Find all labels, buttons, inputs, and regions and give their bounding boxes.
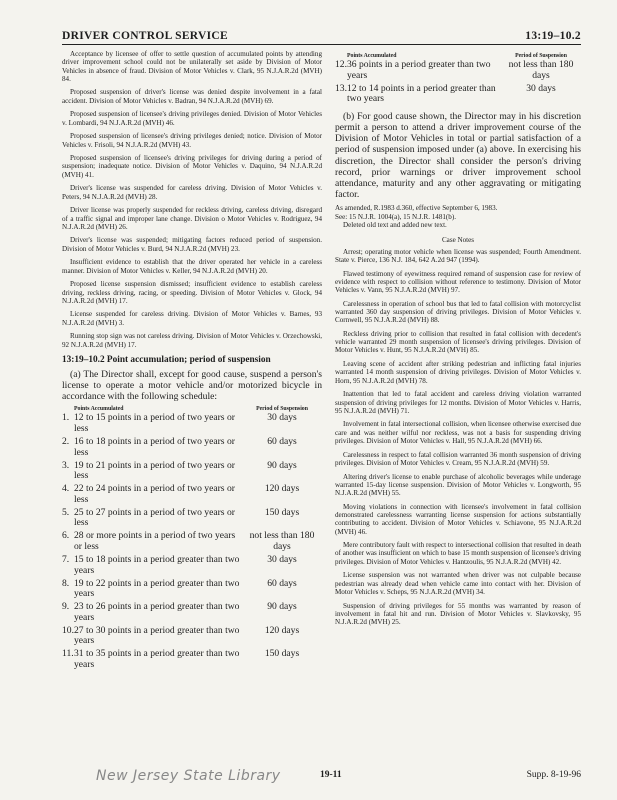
row-period: not less than 180 days bbox=[508, 59, 574, 81]
schedule-row bbox=[62, 649, 322, 670]
case-note: Carelessness in respect to fatal collision warranted 36 month suspension of driving privileges. Division of Motor Vehicles v. Cream, 95 N.J.A.R.2d (MVH) 59. bbox=[335, 450, 581, 467]
row-points: 28 or more points in a period of two years or less bbox=[74, 530, 236, 552]
schedule-row bbox=[62, 531, 322, 552]
row-period: 120 days bbox=[264, 624, 300, 636]
case-note: Driver's license was suspended; mitigating factors reduced period of suspension. Division of Motor Vehicles v. Burd, 94 N.J.A.R.2d (MVH) 23. bbox=[62, 236, 322, 253]
row-period: not less than 180 days bbox=[249, 530, 315, 552]
row-points: 36 points in a period greater than two years bbox=[347, 59, 491, 81]
row-points: 15 to 18 points in a period greater than two years bbox=[74, 553, 240, 576]
row-number: 12. bbox=[335, 59, 347, 70]
history-deleted: Deleted old text and added new text. bbox=[343, 221, 447, 230]
right-case-notes bbox=[335, 248, 581, 627]
case-note: Inattention that led to fatal accident and careless driving violation warranted suspension of driving privileges for 12 months. Division of Motor Vehicles v. Harris, 95 N.J.A.R.2d (MVH) 71. bbox=[335, 390, 581, 415]
case-note: Driver license was properly suspended for reckless driving, careless driving, disregard of a traffic signal and improper lane change. Division o Motor Vehicles v. Rodriguez, 94 N.J.A.R.2d (MVH) 26. bbox=[62, 206, 322, 231]
case-note: License suspended for careless driving. Division of Motor Vehicles v. Barnes, 93 N.J.A.R.2d (MVH) 3. bbox=[62, 310, 322, 327]
row-number: 1. bbox=[62, 412, 70, 424]
case-note: Driver's license was suspended for careless driving. Division of Motor Vehicles v. Peters, 94 N.J.A.R.2d (MVH) 28. bbox=[62, 184, 322, 201]
history-see: See: 15 N.J.R. 1004(a), 15 N.J.R. 1481(b). bbox=[335, 212, 456, 221]
row-number: 7. bbox=[62, 553, 70, 565]
row-number: 8. bbox=[62, 577, 70, 589]
header-section-number: 13:19–10.2 bbox=[525, 30, 581, 42]
row-period: 150 days bbox=[264, 506, 300, 518]
row-number: 10. bbox=[62, 624, 74, 636]
row-points: 12 to 15 points in a period of two years or less bbox=[74, 412, 235, 435]
supplement-date: Supp. 8-19-96 bbox=[526, 770, 581, 780]
case-note: Acceptance by licensee of offer to settle question of accumulated points by attending driver improvement school could not be unilaterally set aside by Division of Motor Vehicles in absence of fraud. Division of Motor Vehicles v. Clark, 95 N.J.A.R.2d (MVH) 84. bbox=[62, 50, 322, 83]
row-period: 150 days bbox=[264, 648, 300, 660]
case-note: Involvement in fatal intersectional collision, when licensee otherwise exercised due care and was neither wilful nor reckless, was not a basis for suspending driving privileges. Division of Motor Vehicles v. Hall, 95 N.J.A.R.2d (MVH) 66. bbox=[335, 420, 581, 446]
schedule-row bbox=[62, 437, 322, 458]
row-period: 90 days bbox=[267, 601, 297, 613]
row-points: 19 to 21 points in a period of two years or less bbox=[74, 459, 235, 482]
library-watermark: New Jersey State Library bbox=[96, 768, 281, 784]
row-number: 6. bbox=[62, 530, 70, 542]
schedule-row bbox=[335, 60, 581, 81]
history-amended: As amended, R.1983 d.360, effective September 6, 1983. bbox=[335, 204, 498, 213]
case-note: Suspension of driving privileges for 55 months was warranted by reason of involvement in fatal hit and run. Division of Motor Vehicles v. Slavkovsky, 95 N.J.A.R.2d (MVH) 25. bbox=[335, 601, 581, 627]
schedule-row bbox=[62, 602, 322, 623]
row-points: 16 to 18 points in a period of two years or less bbox=[74, 436, 235, 458]
section-title: 13:19–10.2 Point accumulation; period of suspension bbox=[62, 354, 271, 365]
case-note: Mere contributory fault with respect to intersectional collision that resulted in death of another was insufficient on which to base 15 month suspension of licensee's driving privileges. Division of Motor Vehicles v. Hantzoulis, 95 N.J.A.R.2d (MVH) 42. bbox=[335, 541, 581, 566]
row-period: 60 days bbox=[267, 436, 297, 448]
case-note: Proposed license suspension dismissed; insufficient evidence to establish careless driving, reckless driving, racing, or speeding. Division of Motor Vehicles v. Glock, 94 N.J.A.R.2d (MVH) 17. bbox=[62, 280, 322, 305]
schedule-row bbox=[62, 555, 322, 576]
left-column bbox=[62, 50, 322, 673]
case-note: Flawed testimony of eyewitness required remand of suspension case for review of evidence with respect to collision without reference to testimony. Division of Motor Vehicles v. Vann, 95 N.J.A.R.2d (MVH) 97. bbox=[335, 269, 581, 295]
row-points: 23 to 26 points in a period greater than two years bbox=[74, 601, 240, 623]
points-column-header: Points Accumulated bbox=[347, 53, 397, 59]
schedule-row bbox=[62, 461, 322, 482]
row-points: 22 to 24 points in a period of two years or less bbox=[74, 483, 235, 505]
row-number: 3. bbox=[62, 459, 70, 471]
row-number: 5. bbox=[62, 506, 70, 518]
schedule-row bbox=[335, 84, 581, 105]
row-number: 9. bbox=[62, 601, 70, 613]
row-number: 2. bbox=[62, 436, 70, 448]
case-note: Running stop sign was not careless driving. Division of Motor Vehicles v. Orzechowski, 92 N.J.A.R.2d (MVH) 17. bbox=[62, 332, 322, 349]
page-footer bbox=[62, 768, 581, 790]
schedule-row bbox=[62, 413, 322, 434]
case-note: Insufficient evidence to establish that the driver operated her vehicle in a careless manner. Division of Motor Vehicles v. Keller, 94 N.J.A.R.2d (MVH) 20. bbox=[62, 258, 322, 275]
running-header bbox=[62, 30, 581, 45]
case-note: Proposed suspension of licensee's driving privileges for driving during a period of suspension; inadequate notice. Division of Motor Vehicles v. Daquino, 94 N.J.A.R.2d (MVH) 41. bbox=[62, 154, 322, 179]
row-period: 60 days bbox=[267, 577, 297, 589]
row-period: 30 days bbox=[526, 82, 556, 94]
case-note: Altering driver's license to enable purchase of alcoholic beverages while underage warranted 15-day license suspension. Division of Motor Vehicles v. Longworth, 95 N.J.A.R.2d (MVH) 55. bbox=[335, 472, 581, 498]
case-note: Proposed suspension of driver's license was denied despite involvement in a fatal accident. Division of Motor Vehicles v. Badran, 94 N.J.A.R.2d (MVH) 69. bbox=[62, 88, 322, 105]
schedule-row bbox=[62, 626, 322, 647]
schedule-row bbox=[62, 508, 322, 529]
case-note: Carelessness in operation of school bus that led to fatal collision with motorcyclist warranted 360 day suspension of driving privileges. Division of Motor Vehicles v. Cornwell, 95 N.J.A.R.2d (MVH) 88. bbox=[335, 299, 581, 325]
row-period: 30 days bbox=[267, 553, 297, 565]
row-number: 11. bbox=[62, 648, 74, 660]
case-note: Proposed suspension of licensee's driving privileges denied. Division of Motor Vehicles v. Lombardi, 94 N.J.A.R.2d (MVH) 46. bbox=[62, 110, 322, 127]
case-note: Reckless driving prior to collision that resulted in fatal collision with decedent's vehicle warranted 29 month suspension of licensee's driving privileges. Division of Motor Vehicles v. Hunt, 95 N.J.A.R.2d (MVH) 85. bbox=[335, 329, 581, 355]
row-period: 120 days bbox=[264, 483, 300, 495]
case-note: Arrest; operating motor vehicle when license was suspended; Fourth Amendment. State v. Pierce, 136 N.J. 184, 642 A.2d 947 (1994). bbox=[335, 247, 581, 264]
period-column-header: Period of Suspension bbox=[515, 53, 567, 59]
paragraph-a: (a) The Director shall, except for good cause, suspend a person's license to operate a motor vehicle and/or motorized bicycle in accordance with the following schedule: bbox=[62, 368, 322, 403]
case-note: Moving violations in connection with licensee's involvement in fatal collision demonstrated carelessness warranting license suspension for actions substantially contributing to accident. Division of Motor Vehicles v. Schiavone, 95 N.J.A.R.2d (MVH) 46. bbox=[335, 502, 581, 536]
row-period: 30 days bbox=[267, 412, 297, 424]
row-period: 90 days bbox=[267, 459, 297, 471]
paragraph-b: (b) For good cause shown, the Director may in his discretion permit a person to attend a driver improvement course of the Division of Motor Vehicles in total or partial satisfaction of a period of suspension imposed under (a) above. In exercising his discretion, the Director shall consider the person's driving record, prior warnings or driver improvement school attendance, maturity and any other aggravating or mitigating factor. bbox=[335, 110, 581, 201]
left-case-notes bbox=[62, 50, 322, 349]
row-number: 13. bbox=[335, 82, 347, 94]
schedule-row bbox=[62, 579, 322, 600]
row-points: 19 to 22 points in a period greater than two years bbox=[74, 577, 240, 600]
period-column-header: Period of Suspension bbox=[256, 406, 308, 413]
header-title: DRIVER CONTROL SERVICE bbox=[62, 30, 228, 42]
history-note bbox=[335, 204, 581, 229]
case-notes-heading: Case Notes bbox=[441, 235, 475, 244]
case-note: Leaving scene of accident after striking pedestrian and inflicting fatal injuries warranted 14 month suspension of driving privileges. Division of Motor Vehicles v. Horn, 95 N.J.A.R.2d (MVH) 78. bbox=[335, 360, 581, 385]
row-number: 4. bbox=[62, 483, 70, 495]
case-note: License suspension was not warranted when driver was not culpable because pedestrian was already dead when vehicle came into contact with her. Division of Motor Vehicles v. Scheps, 95 N.J.A.R.2d (MVH) 34. bbox=[335, 571, 581, 596]
schedule-row bbox=[62, 484, 322, 505]
schedule-list bbox=[62, 413, 322, 670]
points-column-header: Points Accumulated bbox=[74, 406, 124, 413]
row-points: 25 to 27 points in a period of two years or less bbox=[74, 506, 235, 529]
case-note: Proposed suspension of licensee's driving privileges denied; notice. Division of Motor Vehicles v. Frisoli, 94 N.J.A.R.2d (MVH) 43. bbox=[62, 132, 322, 149]
schedule-list-continued bbox=[335, 60, 581, 105]
right-column bbox=[335, 50, 581, 632]
page-number: 19-11 bbox=[320, 770, 342, 780]
row-points: 27 to 30 points in a period greater than two years bbox=[74, 624, 240, 647]
row-points: 31 to 35 points in a period greater than two years bbox=[74, 648, 240, 670]
row-points: 12 to 14 points in a period greater than two years bbox=[347, 82, 496, 105]
